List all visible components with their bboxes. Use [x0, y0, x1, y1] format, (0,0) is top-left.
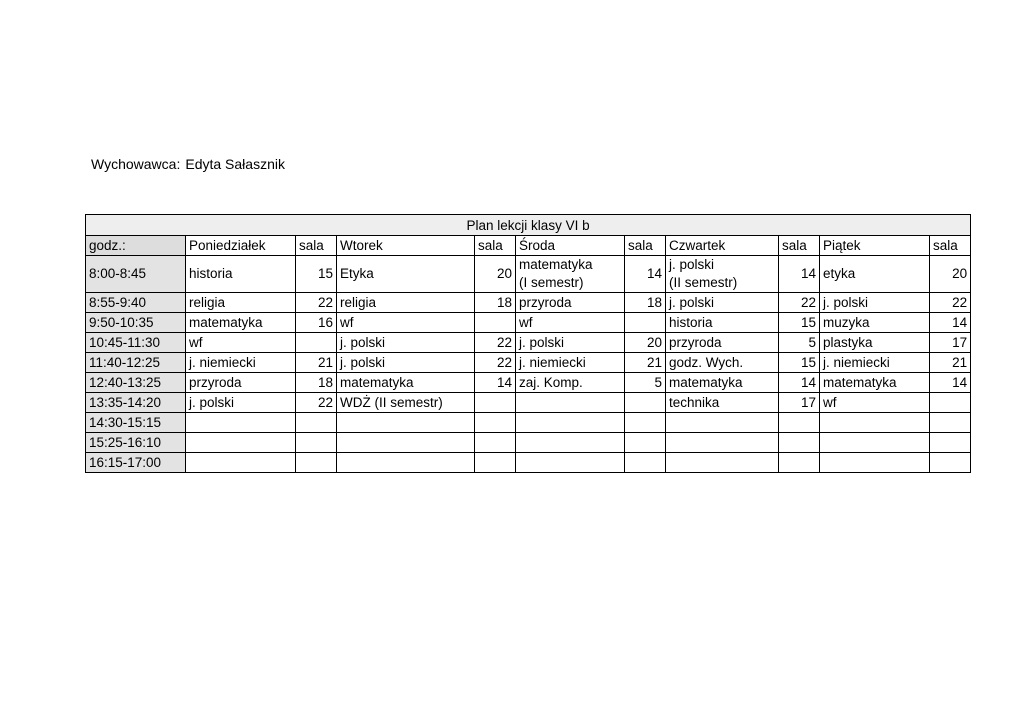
timetable-title: Plan lekcji klasy VI b [86, 215, 971, 236]
lesson-room [625, 393, 666, 413]
lesson-room: 22 [296, 393, 337, 413]
lesson-subject: przyroda [666, 333, 779, 353]
table-row [86, 333, 971, 353]
lesson-subject [516, 393, 625, 413]
table-row [86, 373, 971, 393]
lesson-room [475, 413, 516, 433]
lesson-room: 21 [930, 353, 971, 373]
header-hour: godz.: [86, 236, 186, 256]
lesson-subject [337, 413, 475, 433]
lesson-room [625, 453, 666, 473]
lesson-room: 22 [930, 293, 971, 313]
lesson-subject [666, 433, 779, 453]
lesson-subject: plastyka [820, 333, 930, 353]
lesson-subject: matematyka [186, 313, 296, 333]
lesson-subject [186, 453, 296, 473]
lesson-subject: WDŻ (II semestr) [337, 393, 475, 413]
lesson-room: 14 [930, 313, 971, 333]
homeroom-teacher [91, 156, 285, 172]
table-row [86, 313, 971, 333]
timetable-header-row [86, 236, 971, 256]
lesson-subject: zaj. Komp. [516, 373, 625, 393]
header-room: sala [930, 236, 971, 256]
lesson-subject: muzyka [820, 313, 930, 333]
lesson-room [475, 453, 516, 473]
lesson-subject [337, 433, 475, 453]
lesson-room: 14 [779, 256, 820, 293]
header-room: sala [779, 236, 820, 256]
lesson-hour: 9:50-10:35 [86, 313, 186, 333]
lesson-subject [337, 453, 475, 473]
lesson-hour: 16:15-17:00 [86, 453, 186, 473]
lesson-subject: historia [186, 256, 296, 293]
lesson-subject: godz. Wych. [666, 353, 779, 373]
lesson-subject [516, 413, 625, 433]
timetable [85, 214, 971, 473]
lesson-room [779, 453, 820, 473]
lesson-room: 15 [296, 256, 337, 293]
lesson-room: 18 [625, 293, 666, 313]
lesson-hour: 10:45-11:30 [86, 333, 186, 353]
lesson-room [930, 413, 971, 433]
header-day-tuesday: Wtorek [337, 236, 475, 256]
lesson-room: 14 [779, 373, 820, 393]
lesson-room [475, 433, 516, 453]
lesson-hour: 14:30-15:15 [86, 413, 186, 433]
lesson-room [779, 413, 820, 433]
lesson-room [930, 433, 971, 453]
lesson-room: 14 [475, 373, 516, 393]
lesson-hour: 13:35-14:20 [86, 393, 186, 413]
header-day-wednesday: Środa [516, 236, 625, 256]
lesson-room: 20 [475, 256, 516, 293]
header-room: sala [475, 236, 516, 256]
lesson-room: 15 [779, 353, 820, 373]
lesson-subject [516, 453, 625, 473]
lesson-hour: 8:55-9:40 [86, 293, 186, 313]
lesson-room: 17 [779, 393, 820, 413]
lesson-subject [820, 453, 930, 473]
lesson-subject: j. niemiecki [516, 353, 625, 373]
lesson-subject: wf [337, 313, 475, 333]
lesson-room: 17 [930, 333, 971, 353]
lesson-room: 18 [475, 293, 516, 313]
lesson-subject: religia [186, 293, 296, 313]
lesson-hour: 12:40-13:25 [86, 373, 186, 393]
lesson-subject: przyroda [186, 373, 296, 393]
lesson-hour: 11:40-12:25 [86, 353, 186, 373]
lesson-room [296, 333, 337, 353]
table-row [86, 413, 971, 433]
table-row [86, 353, 971, 373]
table-row [86, 293, 971, 313]
lesson-subject: j. niemiecki [820, 353, 930, 373]
header-day-monday: Poniedziałek [186, 236, 296, 256]
table-row [86, 256, 971, 293]
lesson-room: 21 [296, 353, 337, 373]
lesson-subject: matematyka [666, 373, 779, 393]
table-row [86, 453, 971, 473]
lesson-subject: matematyka (I semestr) [516, 256, 625, 293]
lesson-subject: przyroda [516, 293, 625, 313]
lesson-subject [186, 413, 296, 433]
lesson-room [296, 413, 337, 433]
lesson-subject: matematyka [337, 373, 475, 393]
lesson-subject: historia [666, 313, 779, 333]
lesson-room: 21 [625, 353, 666, 373]
lesson-room [296, 453, 337, 473]
lesson-subject: wf [516, 313, 625, 333]
lesson-subject [666, 453, 779, 473]
lesson-subject: Etyka [337, 256, 475, 293]
lesson-subject: etyka [820, 256, 930, 293]
lesson-subject [820, 413, 930, 433]
lesson-subject: religia [337, 293, 475, 313]
lesson-room: 22 [296, 293, 337, 313]
lesson-room: 5 [625, 373, 666, 393]
lesson-subject [820, 433, 930, 453]
header-room: sala [625, 236, 666, 256]
lesson-room [930, 453, 971, 473]
lesson-room: 22 [475, 353, 516, 373]
lesson-subject: technika [666, 393, 779, 413]
lesson-room: 14 [625, 256, 666, 293]
lesson-hour: 15:25-16:10 [86, 433, 186, 453]
lesson-room: 14 [930, 373, 971, 393]
lesson-subject: j. polski [186, 393, 296, 413]
lesson-subject: j. polski (II semestr) [666, 256, 779, 293]
lesson-room [475, 313, 516, 333]
lesson-subject: wf [820, 393, 930, 413]
lesson-room [625, 313, 666, 333]
lesson-room: 22 [475, 333, 516, 353]
header-room: sala [296, 236, 337, 256]
lesson-room: 22 [779, 293, 820, 313]
header-day-friday: Piątek [820, 236, 930, 256]
lesson-hour: 8:00-8:45 [86, 256, 186, 293]
lesson-room: 16 [296, 313, 337, 333]
lesson-subject: matematyka [820, 373, 930, 393]
lesson-room: 18 [296, 373, 337, 393]
lesson-room [625, 413, 666, 433]
lesson-subject: j. niemiecki [186, 353, 296, 373]
lesson-room [625, 433, 666, 453]
lesson-room: 20 [625, 333, 666, 353]
lesson-room [296, 433, 337, 453]
lesson-subject: j. polski [337, 353, 475, 373]
lesson-room [779, 433, 820, 453]
lesson-subject [666, 413, 779, 433]
lesson-subject: j. polski [516, 333, 625, 353]
lesson-room: 15 [779, 313, 820, 333]
lesson-subject [186, 433, 296, 453]
lesson-subject: wf [186, 333, 296, 353]
lesson-subject: j. polski [337, 333, 475, 353]
lesson-subject: j. polski [666, 293, 779, 313]
lesson-room: 5 [779, 333, 820, 353]
header-day-thursday: Czwartek [666, 236, 779, 256]
lesson-room: 20 [930, 256, 971, 293]
lesson-room [475, 393, 516, 413]
table-row [86, 393, 971, 413]
table-row [86, 433, 971, 453]
lesson-room [930, 393, 971, 413]
lesson-subject [516, 433, 625, 453]
homeroom-teacher-label: Wychowawca: [91, 156, 181, 172]
homeroom-teacher-name: Edyta Sałasznik [185, 156, 285, 172]
timetable-title-row [86, 215, 971, 236]
lesson-subject: j. polski [820, 293, 930, 313]
